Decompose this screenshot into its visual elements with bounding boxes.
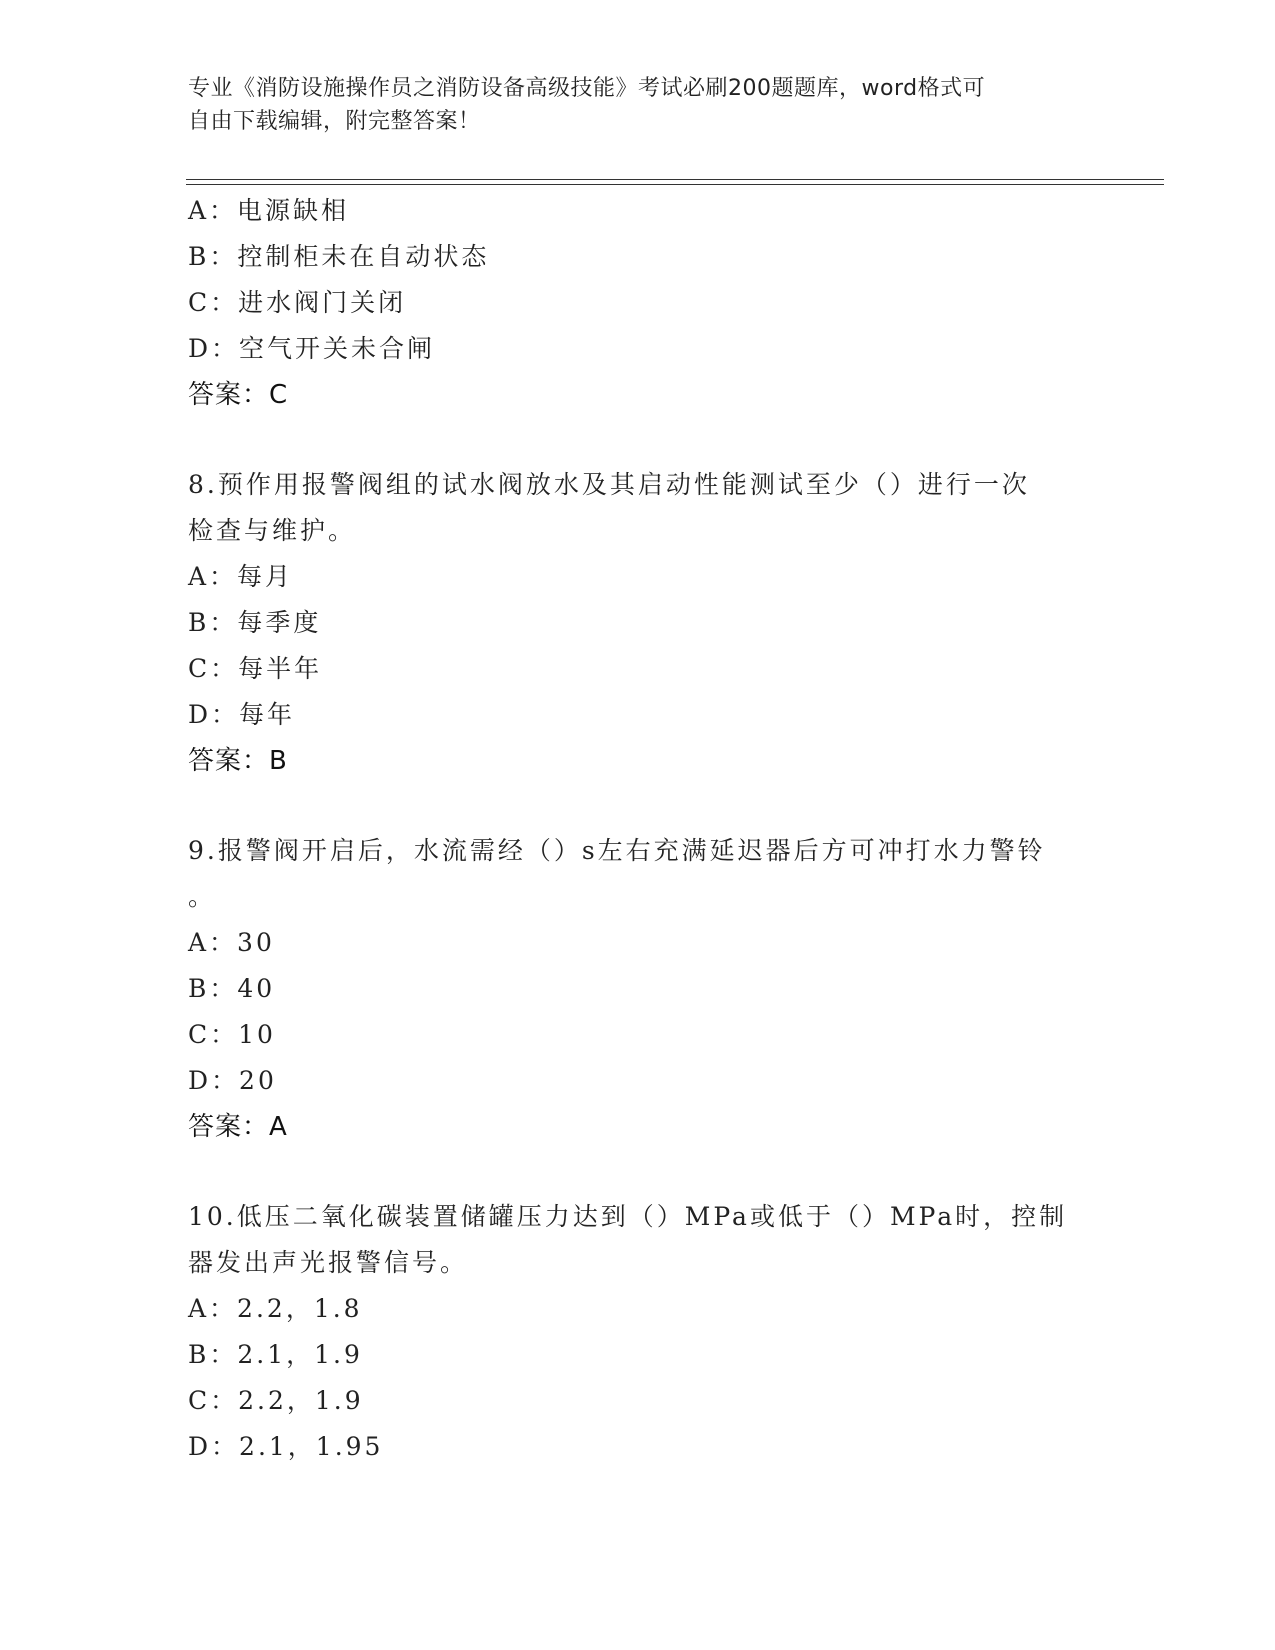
question-text-line-2: 。 [188, 882, 217, 911]
question-10-block [188, 1194, 1088, 1470]
option-a: A：2.2，1.8 [188, 1294, 363, 1323]
answer-line: 答案：A [188, 1112, 288, 1142]
option-d: D：2.1，1.95 [188, 1432, 384, 1461]
question-7-block [188, 188, 1088, 418]
document-header [188, 72, 1088, 138]
question-9-block [188, 828, 1088, 1150]
option-b: B：40 [188, 974, 276, 1003]
option-d: D：每年 [188, 700, 296, 729]
answer-line: 答案：C [188, 380, 289, 410]
option-c: C：进水阀门关闭 [188, 288, 407, 317]
option-a: A：30 [188, 928, 275, 957]
question-text-line-1: 8.预作用报警阀组的试水阀放水及其启动性能测试至少（）进行一次 [188, 470, 1030, 499]
question-text-line-1: 10.低压二氧化碳装置储罐压力达到（）MPa或低于（）MPa时，控制 [188, 1202, 1068, 1231]
option-d: D：空气开关未合闸 [188, 334, 436, 363]
option-d: D：20 [188, 1066, 277, 1095]
option-a: A：每月 [188, 562, 294, 591]
question-content [188, 188, 1088, 1470]
header-divider-top [186, 179, 1164, 180]
option-c: C：10 [188, 1020, 276, 1049]
option-b: B：每季度 [188, 608, 322, 637]
option-a: A：电源缺相 [188, 196, 350, 225]
answer-line: 答案：B [188, 746, 288, 776]
option-b: B：控制柜未在自动状态 [188, 242, 490, 271]
question-text-line-2: 器发出声光报警信号。 [188, 1248, 469, 1277]
option-b: B：2.1，1.9 [188, 1340, 363, 1369]
question-text-line-1: 9.报警阀开启后，水流需经（）s左右充满延迟器后方可冲打水力警铃 [188, 836, 1046, 865]
question-8-block [188, 462, 1088, 784]
header-divider-bottom [186, 184, 1164, 185]
option-c: C：2.2，1.9 [188, 1386, 364, 1415]
option-c: C：每半年 [188, 654, 323, 683]
header-line-2: 自由下载编辑，附完整答案！ [188, 109, 481, 134]
header-line-1: 专业《消防设施操作员之消防设备高级技能》考试必刷200题题库，word格式可 [188, 76, 986, 101]
question-text-line-2: 检查与维护。 [188, 516, 357, 545]
